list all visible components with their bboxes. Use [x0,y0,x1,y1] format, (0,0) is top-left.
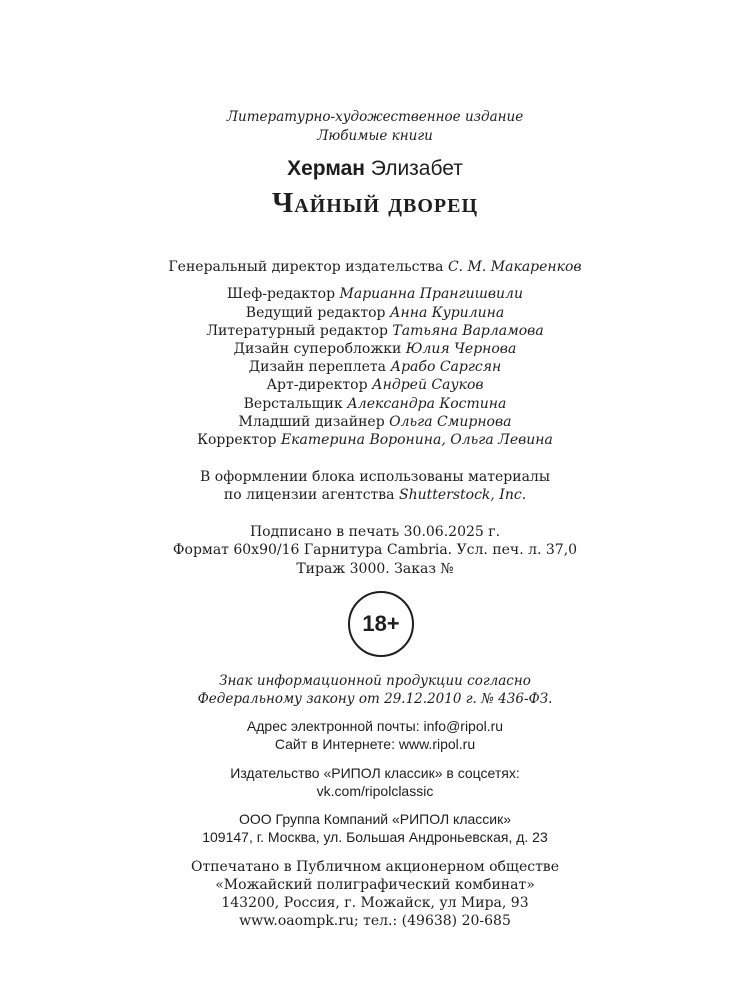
general-director-name: С. М. Макаренков [447,259,582,275]
credit-name: Екатерина Воронина, Ольга Левина [280,432,553,448]
contact-email: Адрес электронной почты: info@ripol.ru [246,718,504,734]
credit-line [0,358,750,377]
printer-line-2: «Можайский полиграфический комбинат» [215,877,535,893]
credit-name: Александра Костина [347,396,507,412]
social-line-1: Издательство «РИПОЛ классик» в соцсетях: [230,765,520,781]
credit-role: Ведущий редактор [245,305,386,321]
author-name: Элизабет [370,157,463,180]
credit-role: Дизайн суперобложки [233,341,402,357]
legal-notice-line-1: Знак информационной продукции согласно [219,673,531,689]
print-run: Тираж 3000. Заказ № [296,561,454,577]
credit-role: Корректор [197,432,277,448]
credit-role: Дизайн переплета [248,359,387,375]
credit-role: Литературный редактор [206,323,388,339]
author-surname: Херман [287,157,365,180]
book-title: Чайный дворец [271,187,479,219]
legal-notice-line-2: Федеральному закону от 29.12.2010 г. № 436-ФЗ. [197,691,553,707]
license-line-1: В оформлении блока использованы материалы [200,469,550,485]
license-line-2 [0,486,750,505]
social-line-2: vk.com/ripolclassic [316,783,434,799]
credit-line [0,322,750,341]
series-line-2: Любимые книги [317,128,433,144]
credit-name: Анна Курилина [389,305,505,321]
publisher-line-2: 109147, г. Москва, ул. Большая Андроньевская, д. 23 [202,829,548,845]
general-director-role: Генеральный директор издательства [168,259,444,275]
credit-line [0,285,750,304]
credit-line [0,395,750,414]
credit-line [0,340,750,359]
print-signed: Подписано в печать 30.06.2025 г. [249,524,501,540]
license-prefix: по лицензии агентства [223,487,395,503]
publisher-line-1: ООО Группа Компаний «РИПОЛ классик» [238,811,512,827]
credit-role: Младший дизайнер [238,414,385,430]
credit-line [0,431,750,450]
credit-name: Андрей Сауков [372,377,484,393]
license-agency: Shutterstock, Inc. [398,487,527,503]
credit-name: Татьяна Варламова [392,323,544,339]
general-director [0,258,750,277]
credit-line [0,413,750,432]
printer-line-4: www.oaompk.ru; тел.: (49638) 20-685 [239,913,511,929]
printer-line-1: Отпечатано в Публичном акционерном обществе [191,859,559,875]
credit-role: Шеф-редактор [227,286,336,302]
contact-site: Сайт в Интернете: www.ripol.ru [274,736,476,752]
credit-name: Марианна Прангишвили [339,286,523,302]
series-line-1: Литературно-художественное издание [226,109,524,125]
print-format: Формат 60х90/16 Гарнитура Cambria. Усл. печ. л. 37,0 [172,542,578,558]
credit-name: Арабо Саргсян [390,359,502,375]
credit-role: Верстальщик [243,396,343,412]
printer-line-3: 143200, Россия, г. Можайск, ул Мира, 93 [221,895,529,911]
age-rating-badge: 18+ [348,591,414,657]
author [0,156,750,182]
credit-role: Арт-директор [266,377,368,393]
credit-line [0,376,750,395]
credit-name: Юлия Чернова [405,341,517,357]
credit-line [0,304,750,323]
credit-name: Ольга Смирнова [389,414,512,430]
